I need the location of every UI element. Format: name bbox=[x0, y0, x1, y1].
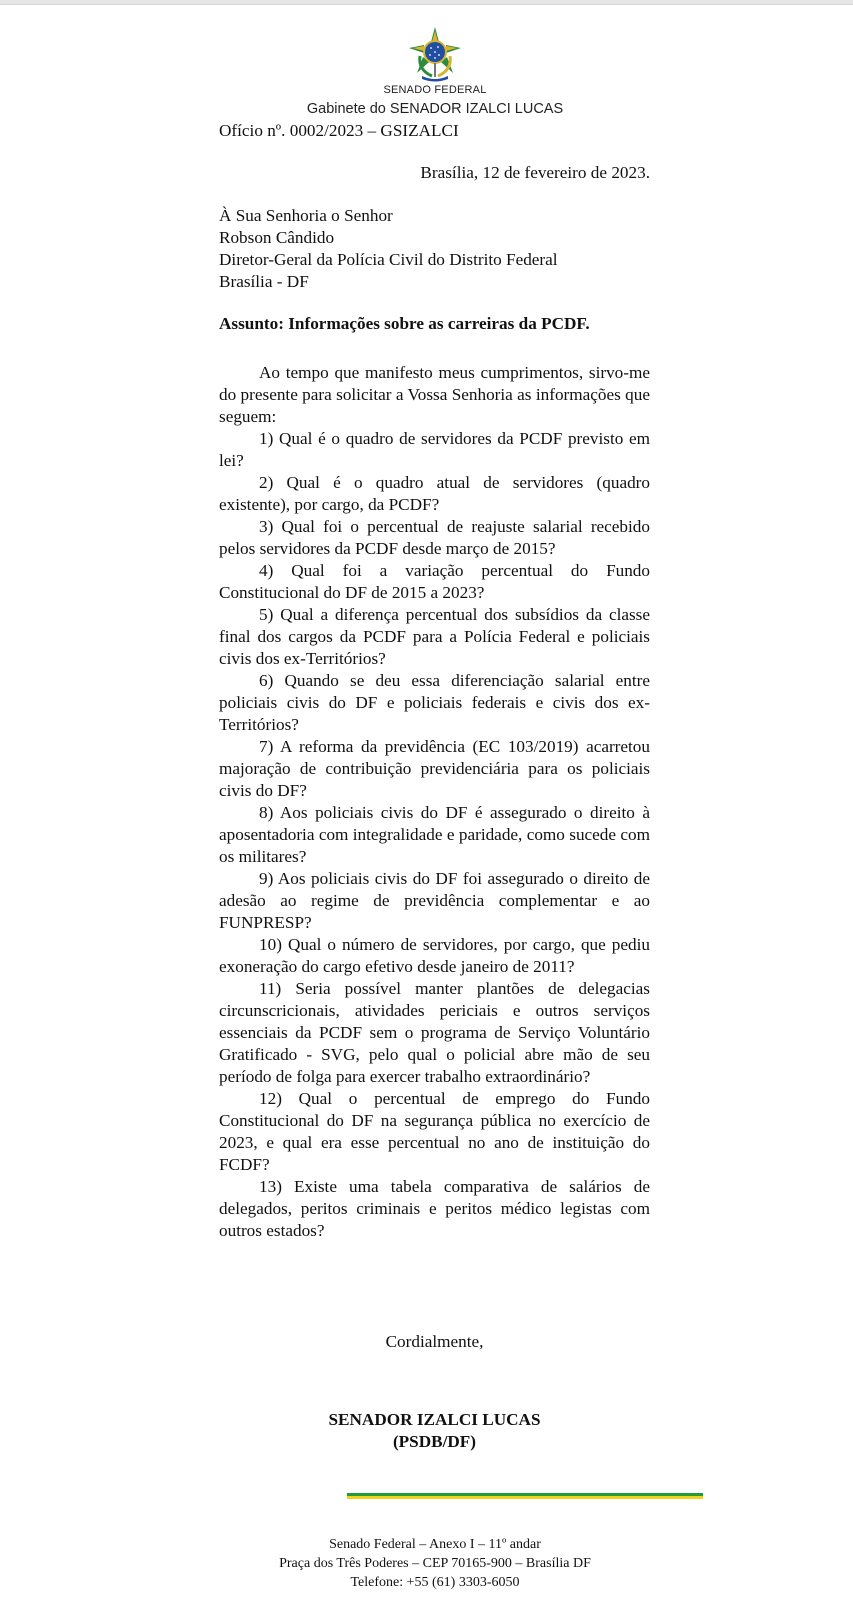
question-6: 6) Quando se deu essa diferenciação salarial entre policiais civis do DF e policiais federais e civis dos ex-Territórios? bbox=[219, 671, 650, 734]
letter-body bbox=[219, 362, 650, 1242]
footer-yellow-stripe bbox=[347, 1496, 703, 1499]
brazil-coat-of-arms-icon bbox=[408, 26, 462, 82]
letter-date: Brasília, 12 de fevereiro de 2023. bbox=[420, 163, 650, 182]
question-12: 12) Qual o percentual de emprego do Fundo Constitucional do DF na segurança pública no exercício de 2023, e qual era esse percentual no ano de instituição do FCDF? bbox=[219, 1089, 650, 1174]
footer-phone: Telefone: +55 (61) 3303-6050 bbox=[350, 1575, 520, 1590]
signatory-name: SENADOR IZALCI LUCAS bbox=[328, 1410, 541, 1429]
closing-salutation: Cordialmente, bbox=[385, 1332, 484, 1351]
question-13: 13) Existe uma tabela comparativa de salários de delegados, peritos criminais e peritos médico legistas com outros estados? bbox=[219, 1177, 650, 1240]
question-8: 8) Aos policiais civis do DF é assegurado o direito à aposentadoria com integralidade e paridade, como sucede com os militares? bbox=[219, 803, 650, 866]
footer-line-1: Senado Federal – Anexo I – 11º andar bbox=[329, 1537, 541, 1552]
addressee-block bbox=[219, 205, 650, 293]
addressee-title: Diretor-Geral da Polícia Civil do Distrito Federal bbox=[219, 250, 558, 269]
addressee-location: Brasília - DF bbox=[219, 272, 309, 291]
footer-color-bar bbox=[347, 1493, 703, 1499]
cabinet-label: Gabinete do SENADOR IZALCI LUCAS bbox=[306, 101, 564, 117]
question-5: 5) Qual a diferença percentual dos subsídios da classe final dos cargos da PCDF para a Polícia Federal e policiais civis dos ex-Territórios? bbox=[219, 605, 650, 668]
institution-label: SENADO FEDERAL bbox=[383, 84, 487, 96]
question-9: 9) Aos policiais civis do DF foi assegurado o direito de adesão ao regime de previdência complementar e ao FUNPRESP? bbox=[219, 869, 650, 932]
addressee-line: À Sua Senhoria o Senhor bbox=[219, 206, 393, 225]
question-2: 2) Qual é o quadro atual de servidores (quadro existente), por cargo, da PCDF? bbox=[219, 473, 650, 514]
question-4: 4) Qual foi a variação percentual do Fundo Constitucional do DF de 2015 a 2023? bbox=[219, 561, 650, 602]
signature-block bbox=[219, 1409, 650, 1453]
letter-subject: Assunto: Informações sobre as carreiras da PCDF. bbox=[219, 314, 590, 333]
intro-paragraph: Ao tempo que manifesto meus cumprimentos, sirvo-me do presente para solicitar a Vossa Senhoria as informações que seguem: bbox=[219, 363, 650, 426]
addressee-name: Robson Cândido bbox=[219, 228, 335, 247]
footer-address bbox=[0, 1535, 853, 1592]
footer-line-2: Praça dos Três Poderes – CEP 70165-900 – Brasília DF bbox=[279, 1556, 591, 1571]
question-3: 3) Qual foi o percentual de reajuste salarial recebido pelos servidores da PCDF desde março de 2015? bbox=[219, 517, 650, 558]
question-1: 1) Qual é o quadro de servidores da PCDF previsto em lei? bbox=[219, 429, 650, 470]
top-border bbox=[0, 0, 853, 5]
letter-reference: Ofício nº. 0002/2023 – GSIZALCI bbox=[219, 121, 459, 140]
question-10: 10) Qual o número de servidores, por cargo, que pediu exoneração do cargo efetivo desde janeiro de 2011? bbox=[219, 935, 650, 976]
signatory-party: (PSDB/DF) bbox=[392, 1432, 477, 1451]
question-7: 7) A reforma da previdência (EC 103/2019) acarretou majoração de contribuição previdenciária para os policiais civis do DF? bbox=[219, 737, 650, 800]
question-11: 11) Seria possível manter plantões de delegacias circunscricionais, atividades periciais e outros serviços essenciais da PCDF sem o programa de Serviço Voluntário Gratificado - SVG, pelo qual o policial abre mão de seu período de folga para exercer trabalho extraordinário? bbox=[219, 979, 650, 1086]
